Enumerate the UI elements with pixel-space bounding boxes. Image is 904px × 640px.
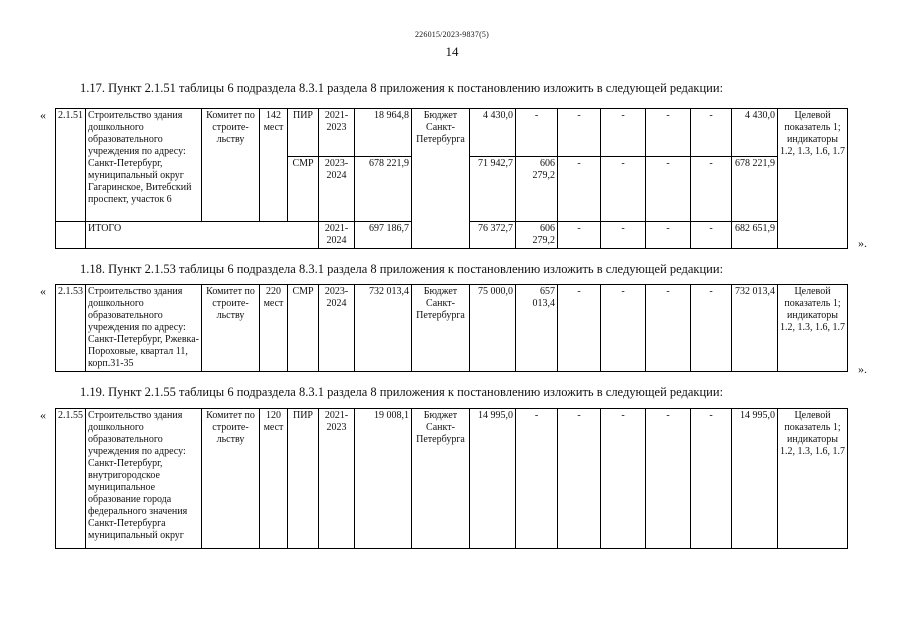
object-name: Строительство здания дошкольного образовательного учреждения по адресу: Санкт-Петербург, муниципальный округ Гагаринское, Витебский проспект, участок 6: [86, 109, 202, 222]
page-number: 14: [445, 44, 459, 59]
funding-source: Бюджет Санкт-Петербурга: [412, 109, 470, 249]
value-2: 657 013,4: [516, 285, 558, 372]
quote-close: ».: [858, 362, 867, 376]
stage: ПИР: [288, 409, 319, 549]
table-row: [56, 285, 848, 372]
value-total: 682 651,9: [732, 222, 778, 249]
row-number: 2.1.55: [56, 409, 86, 549]
total-cost: 19 008,1: [355, 409, 412, 549]
value-6: -: [691, 285, 732, 372]
section-title-1-17: 1.17. Пункт 2.1.51 таблицы 6 подраздела 8.3.1 раздела 8 приложения к постановлению изложить в следующей редакции:: [80, 81, 724, 95]
quote-open: «: [40, 284, 46, 298]
row-number: 2.1.51: [56, 109, 86, 222]
years: 2021-2024: [319, 222, 355, 249]
capacity: 220 мест: [260, 285, 288, 372]
value-5: -: [646, 409, 691, 549]
responsible-org: Комитет по строите-льству: [202, 285, 260, 372]
table-row: [56, 109, 848, 157]
table-2-1-55: [55, 408, 848, 549]
value-3: -: [558, 409, 601, 549]
value-4: -: [601, 222, 646, 249]
value-4: -: [601, 285, 646, 372]
object-name: Строительство здания дошкольного образовательного учреждения по адресу: Санкт-Петербург, Ржевка-Пороховые, квартал 11, корп.31-35: [86, 285, 202, 372]
total-cost: 732 013,4: [355, 285, 412, 372]
goal-indicators: Целевой показатель 1; индикаторы 1.2, 1.3, 1.6, 1.7: [778, 285, 848, 372]
row-number: 2.1.53: [56, 285, 86, 372]
value-5: -: [646, 222, 691, 249]
object-name: Строительство здания дошкольного образовательного учреждения по адресу: Санкт-Петербург, внутригородское муниципальное образование города федерального значения Санкт-Петербурга муниципальный округ: [86, 409, 202, 549]
value-5: -: [646, 157, 691, 222]
responsible-org: Комитет по строите-льству: [202, 109, 260, 222]
years: 2023-2024: [319, 285, 355, 372]
capacity: 142 мест: [260, 109, 288, 222]
value-2: -: [516, 109, 558, 157]
years: 2023-2024: [319, 157, 355, 222]
value-1: 14 995,0: [470, 409, 516, 549]
row-number-empty: [56, 222, 86, 249]
value-2: 606 279,2: [516, 157, 558, 222]
value-total: 14 995,0: [732, 409, 778, 549]
value-1: 71 942,7: [470, 157, 516, 222]
value-1: 75 000,0: [470, 285, 516, 372]
table-row: [56, 409, 848, 549]
stage: СМР: [288, 157, 319, 222]
value-6: -: [691, 157, 732, 222]
quote-close: ».: [858, 236, 867, 250]
stage: ПИР: [288, 109, 319, 157]
value-3: -: [558, 109, 601, 157]
table-2-1-51: [55, 108, 848, 249]
value-2: -: [516, 409, 558, 549]
funding-source: Бюджет Санкт-Петербурга: [412, 285, 470, 372]
years: 2021-2023: [319, 409, 355, 549]
section-title-1-19: 1.19. Пункт 2.1.55 таблицы 6 подраздела 8.3.1 раздела 8 приложения к постановлению изложить в следующей редакции:: [80, 385, 724, 399]
value-total: 4 430,0: [732, 109, 778, 157]
value-1: 76 372,7: [470, 222, 516, 249]
years: 2021-2023: [319, 109, 355, 157]
value-3: -: [558, 285, 601, 372]
quote-open: «: [40, 408, 46, 422]
value-2: 606 279,2: [516, 222, 558, 249]
stage: СМР: [288, 285, 319, 372]
value-4: -: [601, 409, 646, 549]
table-2-1-53: [55, 284, 848, 372]
value-6: -: [691, 109, 732, 157]
responsible-org: Комитет по строите-льству: [202, 409, 260, 549]
capacity: 120 мест: [260, 409, 288, 549]
section-title-1-18: 1.18. Пункт 2.1.53 таблицы 6 подраздела 8.3.1 раздела 8 приложения к постановлению изложить в следующей редакции:: [80, 262, 724, 276]
value-3: -: [558, 222, 601, 249]
value-1: 4 430,0: [470, 109, 516, 157]
value-3: -: [558, 157, 601, 222]
total-cost: 18 964,8: [355, 109, 412, 157]
total-label: ИТОГО: [86, 222, 319, 249]
value-5: -: [646, 109, 691, 157]
goal-indicators: Целевой показатель 1; индикаторы 1.2, 1.3, 1.6, 1.7: [778, 109, 848, 249]
value-4: -: [601, 157, 646, 222]
total-cost: 678 221,9: [355, 157, 412, 222]
value-total: 678 221,9: [732, 157, 778, 222]
goal-indicators: Целевой показатель 1; индикаторы 1.2, 1.3, 1.6, 1.7: [778, 409, 848, 549]
value-6: -: [691, 222, 732, 249]
value-5: -: [646, 285, 691, 372]
quote-open: «: [40, 108, 46, 122]
value-6: -: [691, 409, 732, 549]
funding-source: Бюджет Санкт-Петербурга: [412, 409, 470, 549]
document-number: 226015/2023-9837(5): [414, 30, 489, 39]
total-cost: 697 186,7: [355, 222, 412, 249]
value-4: -: [601, 109, 646, 157]
value-total: 732 013,4: [732, 285, 778, 372]
